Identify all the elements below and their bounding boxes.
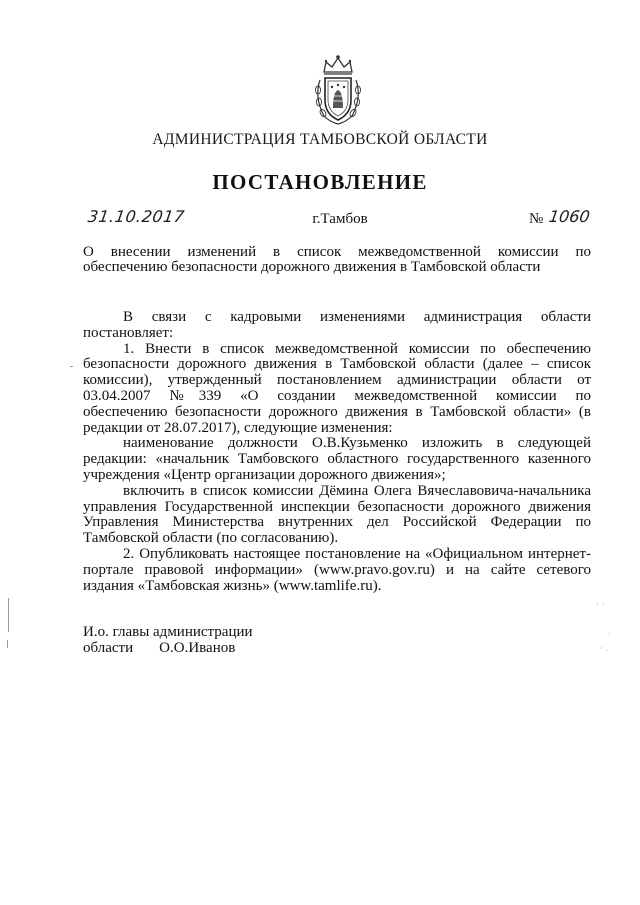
body-line: В связи с кадровыми изменениями администрация области: [123, 310, 591, 325]
subject-line: обеспечению безопасности дорожного движения в Тамбовской области: [83, 259, 541, 275]
scan-speck: ·: [608, 630, 611, 640]
scan-speck: · .: [600, 644, 609, 654]
body-line: наименование должности О.В.Кузьменко изложить в следующей: [123, 436, 591, 452]
scan-margin-mark: [70, 366, 73, 367]
body-line: постановляет:: [83, 325, 174, 341]
signature-block: [83, 624, 253, 656]
body-line: 2. Опубликовать настоящее постановление на «Официальном интернет-: [123, 546, 591, 562]
body-line: комиссии), утвержденный постановлением администрации области от: [83, 373, 591, 389]
body-line: обеспечению безопасности дорожного движения в Тамбовской области» (в: [83, 404, 591, 420]
body-line: безопасности дорожного движения в Тамбовской области (далее – список: [83, 357, 591, 373]
scan-margin-mark: [7, 640, 8, 648]
organization-title: АДМИНИСТРАЦИЯ ТАМБОВСКОЙ ОБЛАСТИ: [152, 131, 488, 148]
document-body: [83, 310, 591, 594]
body-line: портале правовой информации» (www.pravo.gov.ru) и на сайте сетевого: [83, 562, 591, 578]
signer-row: [83, 640, 253, 656]
body-line: редакции от 28.07.2017), следующие изменения:: [83, 420, 393, 436]
body-line: учреждения «Центр организации дорожного движения»;: [83, 467, 446, 483]
city-label: г.Тамбов: [312, 211, 368, 227]
number-label: №: [529, 211, 544, 227]
document-subject: [83, 245, 591, 275]
scan-margin-mark: [8, 598, 9, 632]
signer-title-continued: области: [83, 640, 134, 656]
signer-name: О.О.Иванов: [159, 640, 236, 656]
body-line: издания «Тамбовская жизнь» (www.tamlife.ru).: [83, 578, 382, 594]
handwritten-date: 31.10.2017: [86, 207, 186, 226]
subject-line: О внесении изменений в список межведомственной комиссии по: [83, 244, 591, 260]
handwritten-number: 1060: [547, 207, 592, 226]
body-line: управления Государственной инспекции безопасности дорожного движения: [83, 499, 591, 515]
body-line: 03.04.2007 №339 «О создании межведомственной комиссии по: [83, 388, 591, 404]
scan-speck: · ·: [596, 600, 605, 610]
body-line: Управления Министерства внутренних дел Российской Федерации по: [83, 515, 591, 531]
body-line: 1. Внести в список межведомственной комиссии по обеспечению: [123, 341, 591, 357]
body-line: редакции: «начальник Тамбовского областного государственного казенного: [83, 452, 591, 468]
signer-title: И.о. главы администрации: [83, 624, 253, 640]
body-line: включить в список комиссии Дёмина Олега Вячеславовича-начальника: [123, 483, 591, 499]
body-line: Тамбовской области (по согласованию).: [83, 531, 339, 547]
coat-of-arms-icon: [308, 52, 368, 126]
document-type-heading: ПОСТАНОВЛЕНИЕ: [212, 170, 428, 194]
